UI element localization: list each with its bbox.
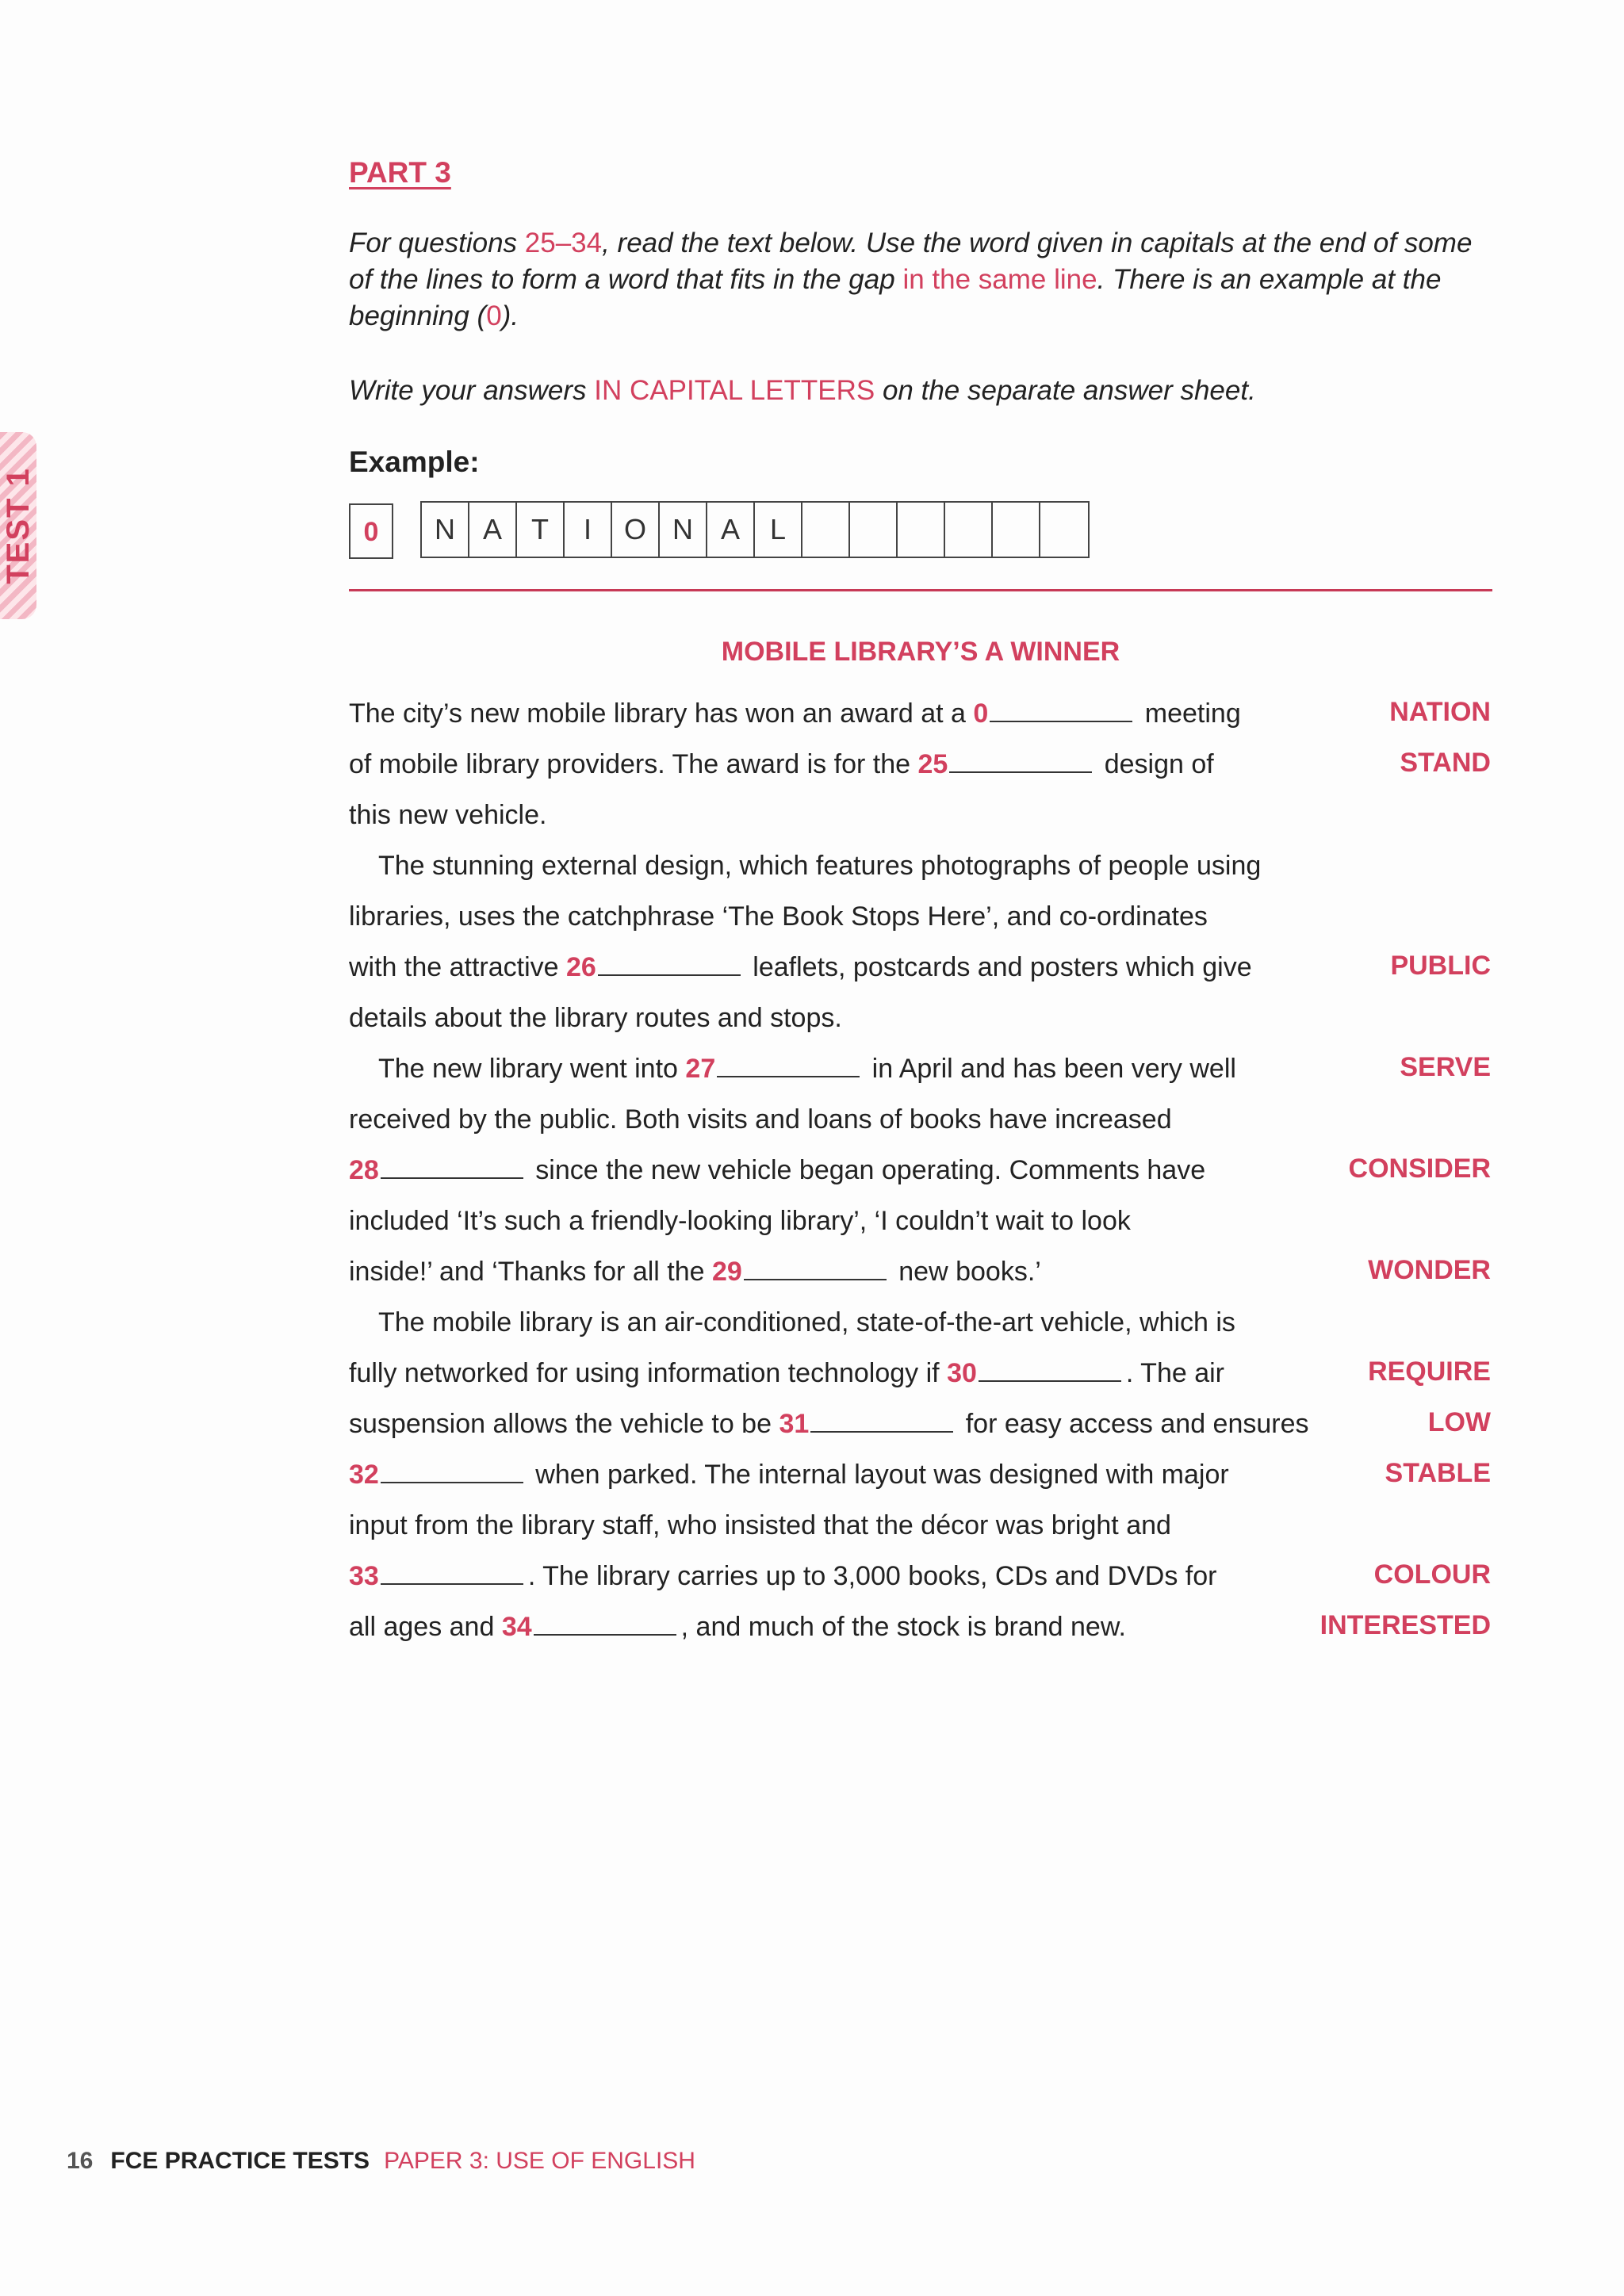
text-line: libraries, uses the catchphrase ‘The Book Stops Here’, and co-ordinates	[349, 901, 1208, 932]
example-ref: 0	[486, 300, 502, 331]
letter-box: I	[565, 503, 612, 557]
gap-number: 34	[501, 1612, 532, 1642]
gap-number: 32	[349, 1460, 379, 1490]
text-line: 28 since the new vehicle began operating. Comments have	[349, 1155, 1206, 1185]
book-title: FCE PRACTICE TESTS	[110, 2148, 370, 2174]
instructions-text: , read the text below. Use the word given in capitals at the end of some of the lines to form a word that fits in the gap	[349, 228, 1473, 295]
gap-number: 27	[685, 1054, 716, 1084]
gap-number: 31	[779, 1409, 810, 1439]
example-number-box: 0	[349, 503, 393, 559]
page-number: 16	[67, 2148, 94, 2174]
gap-number: 0	[973, 698, 989, 729]
text-line: details about the library routes and stops.	[349, 1003, 842, 1033]
answer-gap[interactable]	[990, 700, 1132, 722]
letter-box	[850, 503, 898, 557]
keyword: STAND	[1400, 748, 1491, 778]
text-line: this new vehicle.	[349, 800, 547, 830]
text-title: MOBILE LIBRARY’S A WINNER	[721, 637, 1120, 667]
keyword: REQUIRE	[1368, 1357, 1491, 1387]
instructions	[349, 225, 1483, 335]
paper-title: PAPER 3: USE OF ENGLISH	[384, 2148, 695, 2174]
text-line: with the attractive 26 leaflets, postcards and posters which give	[349, 952, 1252, 982]
text-line: input from the library staff, who insisted that the décor was bright and	[349, 1510, 1171, 1540]
question-range: 25–34	[524, 228, 603, 258]
letter-box	[945, 503, 993, 557]
text-line: 33 . The library carries up to 3,000 books, CDs and DVDs for	[349, 1561, 1217, 1591]
text-line: inside!’ and ‘Thanks for all the 29 new books.’	[349, 1257, 1041, 1287]
answer-gap[interactable]	[381, 1157, 523, 1179]
answer-instructions	[349, 373, 1483, 409]
example-answer-boxes	[420, 501, 1090, 558]
instructions-highlight: in the same line	[902, 264, 1097, 295]
letter-box: O	[612, 503, 660, 557]
letter-box	[993, 503, 1040, 557]
letter-box: N	[660, 503, 707, 557]
keyword: STABLE	[1385, 1458, 1491, 1488]
answer-gap[interactable]	[979, 1360, 1121, 1382]
instructions-text: on the separate answer sheet.	[875, 375, 1256, 406]
text-line: of mobile library providers. The award is for the 25 design of	[349, 749, 1214, 779]
keyword: INTERESTED	[1320, 1610, 1491, 1640]
keyword: COLOUR	[1373, 1559, 1491, 1590]
keyword: LOW	[1427, 1407, 1491, 1437]
letter-box: A	[707, 503, 755, 557]
keyword: SERVE	[1400, 1052, 1491, 1082]
text-line: The mobile library is an air-conditioned, state-of-the-art vehicle, which is	[378, 1307, 1235, 1337]
keyword: CONSIDER	[1348, 1154, 1491, 1184]
answer-gap[interactable]	[381, 1461, 523, 1483]
gap-number: 26	[566, 952, 596, 982]
keyword: NATION	[1389, 697, 1491, 727]
letter-box: N	[422, 503, 469, 557]
text-line: The stunning external design, which features photographs of people using	[378, 851, 1262, 881]
text-line: 32 when parked. The internal layout was designed with major	[349, 1460, 1229, 1490]
gap-number: 25	[917, 749, 948, 779]
side-tab-label: TEST 1	[1, 467, 36, 584]
keyword: PUBLIC	[1390, 951, 1491, 981]
answer-gap[interactable]	[598, 954, 741, 976]
example-label: Example:	[349, 446, 480, 478]
letter-box: A	[469, 503, 517, 557]
text-line: received by the public. Both visits and loans of books have increased	[349, 1104, 1172, 1135]
text-line: suspension allows the vehicle to be 31 for easy access and ensures	[349, 1409, 1309, 1439]
answer-gap[interactable]	[810, 1410, 953, 1433]
text-line: The city’s new mobile library has won an award at a 0 meeting	[349, 698, 1241, 729]
letter-box: T	[517, 503, 565, 557]
letter-box	[1040, 503, 1088, 557]
text-line: all ages and 34 , and much of the stock is brand new.	[349, 1612, 1126, 1642]
answer-gap[interactable]	[949, 751, 1092, 773]
letter-box	[898, 503, 945, 557]
letter-box	[802, 503, 850, 557]
gap-number: 33	[349, 1561, 379, 1591]
gap-number: 29	[712, 1257, 742, 1287]
answer-gap[interactable]	[534, 1613, 676, 1636]
text-line: included ‘It’s such a friendly-looking library’, ‘I couldn’t wait to look	[349, 1206, 1131, 1236]
instructions-text: Write your answers	[349, 375, 595, 406]
answer-gap[interactable]	[381, 1563, 523, 1585]
instructions-text: ).	[501, 300, 519, 331]
instructions-text: For questions	[349, 228, 525, 258]
keyword: WONDER	[1368, 1255, 1491, 1285]
gap-number: 30	[947, 1358, 977, 1388]
text-line: fully networked for using information technology if 30 . The air	[349, 1358, 1224, 1388]
answer-gap[interactable]	[744, 1258, 887, 1280]
part-title: PART 3	[349, 156, 451, 189]
answer-gap[interactable]	[717, 1055, 860, 1077]
test-side-tab	[0, 432, 36, 619]
instructions-highlight: IN CAPITAL LETTERS	[594, 375, 875, 406]
letter-box: L	[755, 503, 802, 557]
gap-number: 28	[349, 1155, 379, 1185]
section-divider	[349, 589, 1492, 591]
page-footer	[67, 2145, 695, 2177]
instructions-text: . There is an example at the beginning (	[349, 264, 1442, 331]
text-line: The new library went into 27 in April and has been very well	[378, 1054, 1236, 1084]
